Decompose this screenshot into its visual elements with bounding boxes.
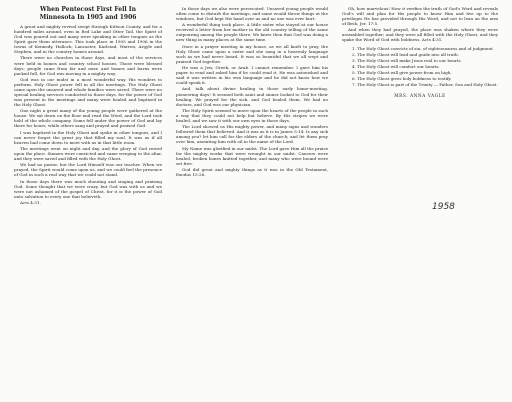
author-signature: MRS. ANNA VAGLE [394,92,446,98]
title-line-2: Minnesota In 1905 and 1906 [39,14,137,21]
paragraph: God was in our midst in a most wonderful way. His wonders to perform. Holy Ghost power fell in all the meetings. The Holy Ghost came upon the unsaved and whole families were saved. There were no special healing services conducted in those days, for the power of God was present in the meetings and many were healed and baptized in the Holy Ghost. [14,76,162,108]
title-line-1: When Pentecost First Fell In [40,6,136,13]
paragraph: Oh, how marvelous! How it verifies the truth of God's Word and reveals God's will and plan for His people to know Him and live up to the privileges He has provided through His Word, and not to lean on the arm of flesh, Jer. 17:5. [342,6,498,27]
paragraph: One night a great many of the young people were gathered at the house. We sat down on the floor and read the Word, and the Lord took hold of the whole company. Some fell under the power of God and lay there for hours, while others sang and prayed and praised God. [14,108,162,129]
list-item: 5. The Holy Ghost will give power from on high. [352,69,452,75]
list-item: 6. The Holy Ghost gives holy boldness to testify. [352,75,452,81]
handwritten-year: 1958 [432,202,455,212]
list-item: 4. The Holy Ghost will comfort our hearts. [352,63,440,69]
paragraph: Acts 4:31. [20,200,41,206]
article-title [14,6,162,22]
paragraph: A great and mighty revival swept through Kittson County, and for a hundred miles around, even in Red Lake and Otter Tail, the Spirit of God was poured out and many were speaking in other tongues as the Spirit gave them utterance. This took place in 1905 and 1906 in the towns of Kennedy, Hallock, Lancaster, Karlstad, Warren, Argyle and Stephen, and in the country homes around. [14,24,162,55]
paragraph: And when they had prayed, the place was shaken where they were assembled together; and they were all filled with the Holy Ghost, and they spake the Word of God with boldness. Acts 4:31. [342,27,498,43]
paragraph: A wonderful thing took place. A little sister who stayed at our house received a letter from her mother in the old country telling of the same outpouring among the people there. We knew then that God was doing a new thing in many places at the same time. [176,22,328,43]
list-item: 2. The Holy Ghost will lead and guide into all truth. [352,51,459,57]
paragraph: In those days we also were persecuted. Unsaved young people would often come to disturb the meetings, and some would throw things at the windows, but God kept His hand over us and no one was ever hurt. [176,6,328,22]
paragraph: In those days there was much shouting and singing and praising God. Some thought that we were crazy, but God was with us and we were not ashamed of the gospel of Christ, for it is the power of God unto salvation to every one that believeth. [14,178,162,199]
paragraph: We had no pastor, but the Lord Himself was our teacher. When we prayed, the Spirit would come upon us, and we could feel the presence of God in such a real way that we could not stand. [14,162,162,178]
paragraph: The Holy Spirit seemed to move upon the hearts of the people in such a way that they could not help but believe. By His stripes we were healed, and we saw it with our own eyes in those days. [176,107,328,123]
column-3 [342,6,498,98]
paragraph: There were no churches in those days, and most of the services were held in homes and country school houses. Those were blessed days; people came from far and near, and homes and barns were packed full, for God was moving in a mighty way. [14,55,162,76]
paragraph: He was a Jew, Greek, or Arab. I cannot remember. I gave him his paper to read and asked him if he could read it. He was astonished and said it was written in his own language and he did not know how we could speak it. [176,65,328,86]
holy-ghost-list [352,46,498,87]
paragraph: My Name was glorified in our midst. The Lord gave Him all the praise for the mighty works that were wrought in our midst. Cancers were healed, broken bones knitted together, and many who were bound were set free. [176,145,328,166]
list-item: 1. The Holy Ghost convicts of sin, of righteousness and of judgment. [352,45,494,51]
paragraph: I was baptized in the Holy Ghost and spoke in other tongues, and I can never forget the great joy that filled my soul. It was as if all heaven had come down to meet with us in that little room. [14,129,162,145]
paragraph: God did great and mighty things as it was in the Old Testament, Exodus 15:26. [176,166,328,177]
column-1 [14,6,162,206]
list-item: 7. The Holy Ghost is part of the Trinity — Father, Son and Holy Ghost. [352,81,498,87]
paragraph: The meetings went on night and day, and the glory of God rested upon the place. Sinners were convicted and came weeping to the altar, and they were saved and filled with the Holy Ghost. [14,146,162,162]
paragraph: Once in a prayer meeting in my house, as we all knelt to pray, the Holy Ghost came upon a sister and she sang in a heavenly language such as we had never heard. It was so beautiful that we all wept and praised God together. [176,43,328,64]
paragraph: And, talk about divine healing in those early home-meeting, pioneering days! It seemed both saint and sinner looked to God for their healing. We prayed for the sick, and God healed them. We had no doctors, and God was our physician. [176,86,328,107]
list-item: 3. The Holy Ghost will make Jesus real to our hearts. [352,57,462,63]
column-2 [176,6,328,178]
paragraph: The Lord showed us His mighty power, and many signs and wonders followed them that believed. And it was as it is in James 5:14: Is any sick among you? let him call for the elders of the church; and let them pray over him, anointing him with oil in the name of the Lord. [176,124,328,145]
